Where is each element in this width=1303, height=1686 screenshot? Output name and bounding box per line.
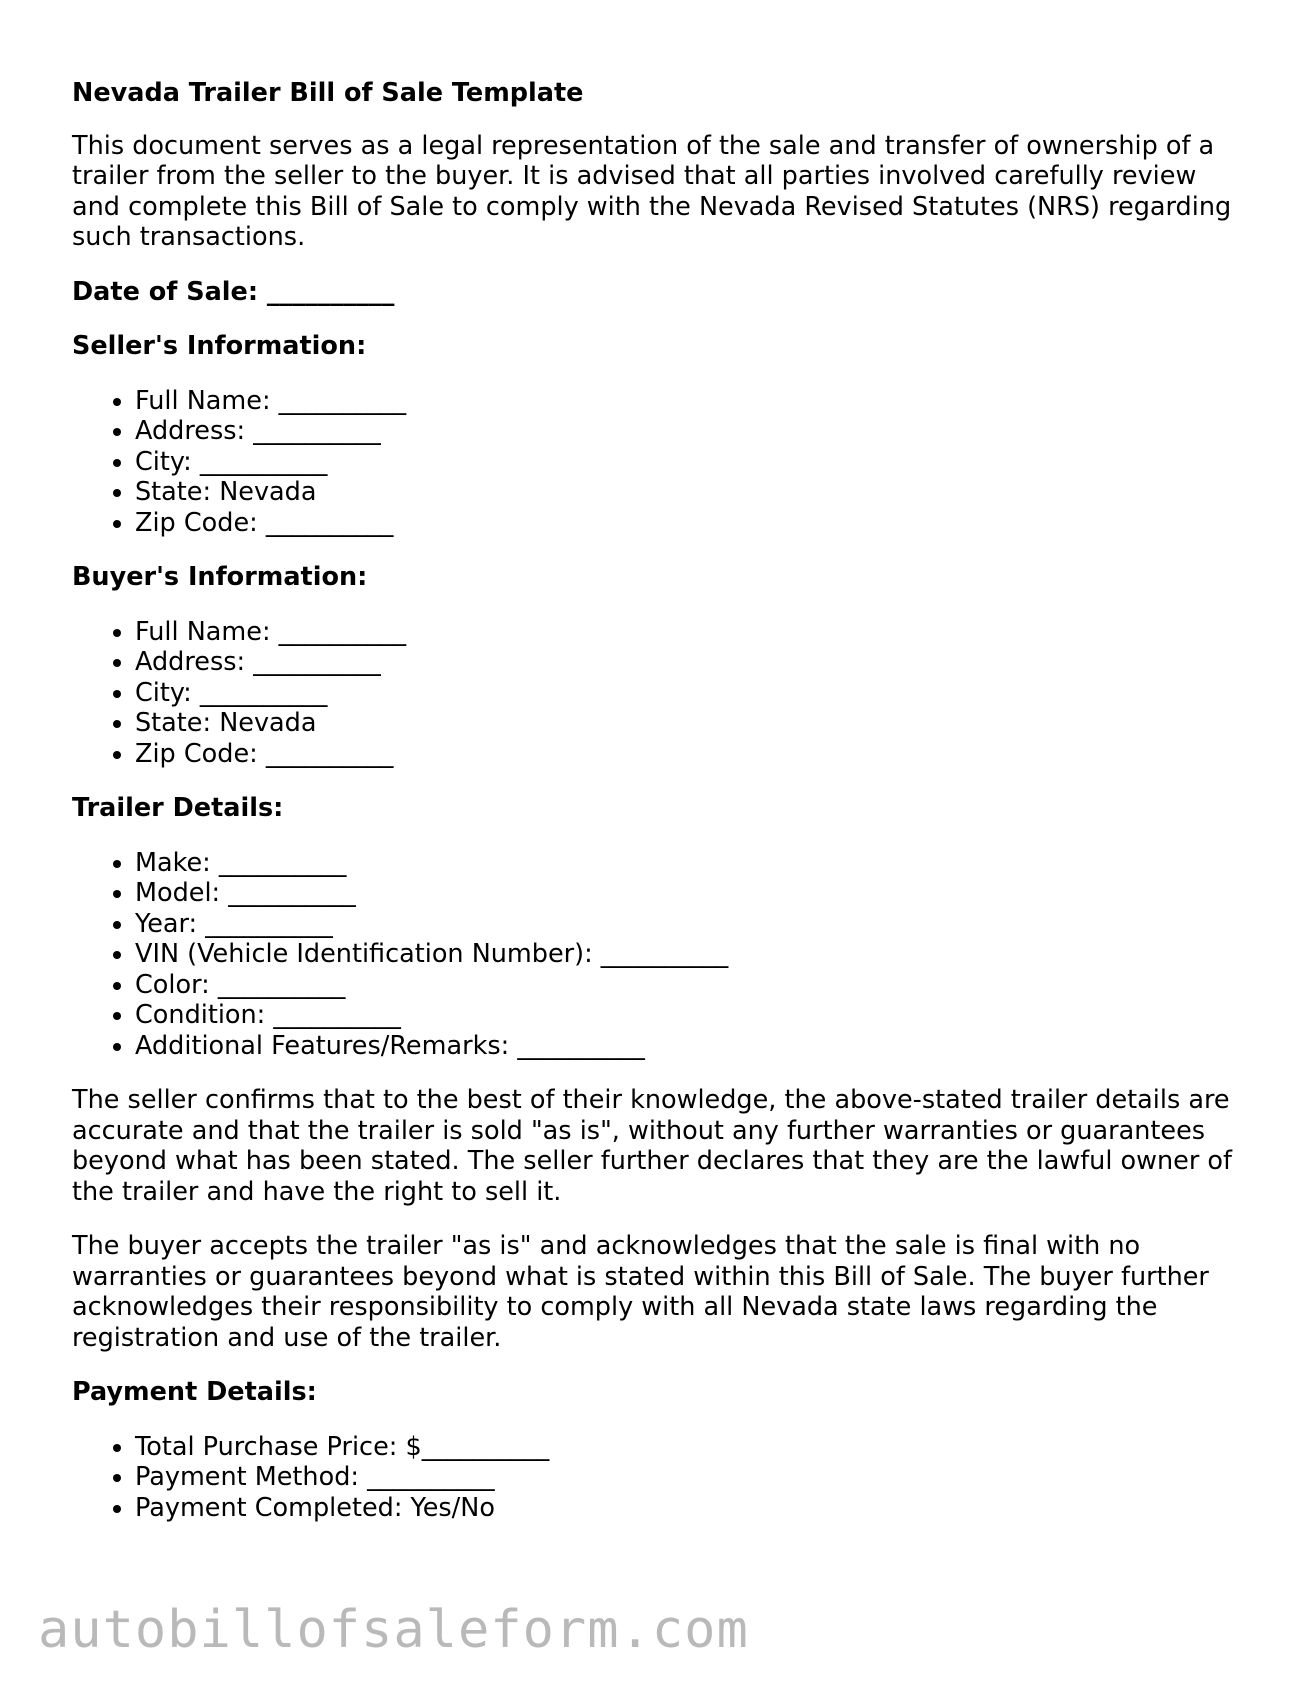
seller-state: • State: Nevada <box>135 477 1242 508</box>
trailer-remarks: • Additional Features/Remarks: __________ <box>135 1031 1242 1062</box>
trailer-color: • Color: __________ <box>135 970 1242 1001</box>
trailer-heading: Trailer Details: <box>72 793 284 823</box>
watermark-text: autobillofsaleform.com <box>38 1600 749 1660</box>
buyer-state: • State: Nevada <box>135 708 1242 739</box>
document-page <box>72 78 1242 1547</box>
trailer-details-list <box>72 848 1242 1062</box>
payment-heading: Payment Details: <box>72 1377 317 1407</box>
buyer-city: • City: __________ <box>135 678 1242 709</box>
trailer-make: • Make: __________ <box>135 848 1242 879</box>
buyer-info-list <box>72 617 1242 770</box>
payment-method: • Payment Method: __________ <box>135 1462 1242 1493</box>
payment-details-list <box>72 1432 1242 1524</box>
buyer-address: • Address: __________ <box>135 647 1242 678</box>
seller-city: • City: __________ <box>135 447 1242 478</box>
trailer-condition: • Condition: __________ <box>135 1000 1242 1031</box>
seller-full-name: • Full Name: __________ <box>135 386 1242 417</box>
trailer-vin: • VIN (Vehicle Identification Number): __________ <box>135 939 1242 970</box>
trailer-year: • Year: __________ <box>135 909 1242 940</box>
seller-heading: Seller's Information: <box>72 331 367 361</box>
seller-statement: The seller confirms that to the best of their knowledge, the above-stated trailer details are accurate and that the trailer is sold "as is", without any further warranties or guarantees beyond what has been stated. The seller further declares that they are the lawful owner of the trailer and have the right to sell it. <box>72 1085 1233 1207</box>
buyer-heading: Buyer's Information: <box>72 562 368 592</box>
payment-total-price: • Total Purchase Price: $__________ <box>135 1432 1242 1463</box>
page-title: Nevada Trailer Bill of Sale Template <box>72 78 584 108</box>
payment-completed: • Payment Completed: Yes/No <box>135 1493 1242 1524</box>
seller-address: • Address: __________ <box>135 416 1242 447</box>
seller-info-list <box>72 386 1242 539</box>
buyer-full-name: • Full Name: __________ <box>135 617 1242 648</box>
seller-zip-code: • Zip Code: __________ <box>135 508 1242 539</box>
date-of-sale-field: Date of Sale: __________ <box>72 276 395 307</box>
buyer-statement: The buyer accepts the trailer "as is" and acknowledges that the sale is final with no warranties or guarantees beyond what is stated within this Bill of Sale. The buyer further acknowledges their responsibility to comply with all Nevada state laws regarding the registration and use of the trailer. <box>72 1231 1209 1353</box>
buyer-zip-code: • Zip Code: __________ <box>135 739 1242 770</box>
intro-paragraph: This document serves as a legal representation of the sale and transfer of ownership of a trailer from the seller to the buyer. It is advised that all parties involved carefully review and complete this Bill of Sale to comply with the Nevada Revised Statutes (NRS) regarding such transactions. <box>72 130 1232 252</box>
trailer-model: • Model: __________ <box>135 878 1242 909</box>
